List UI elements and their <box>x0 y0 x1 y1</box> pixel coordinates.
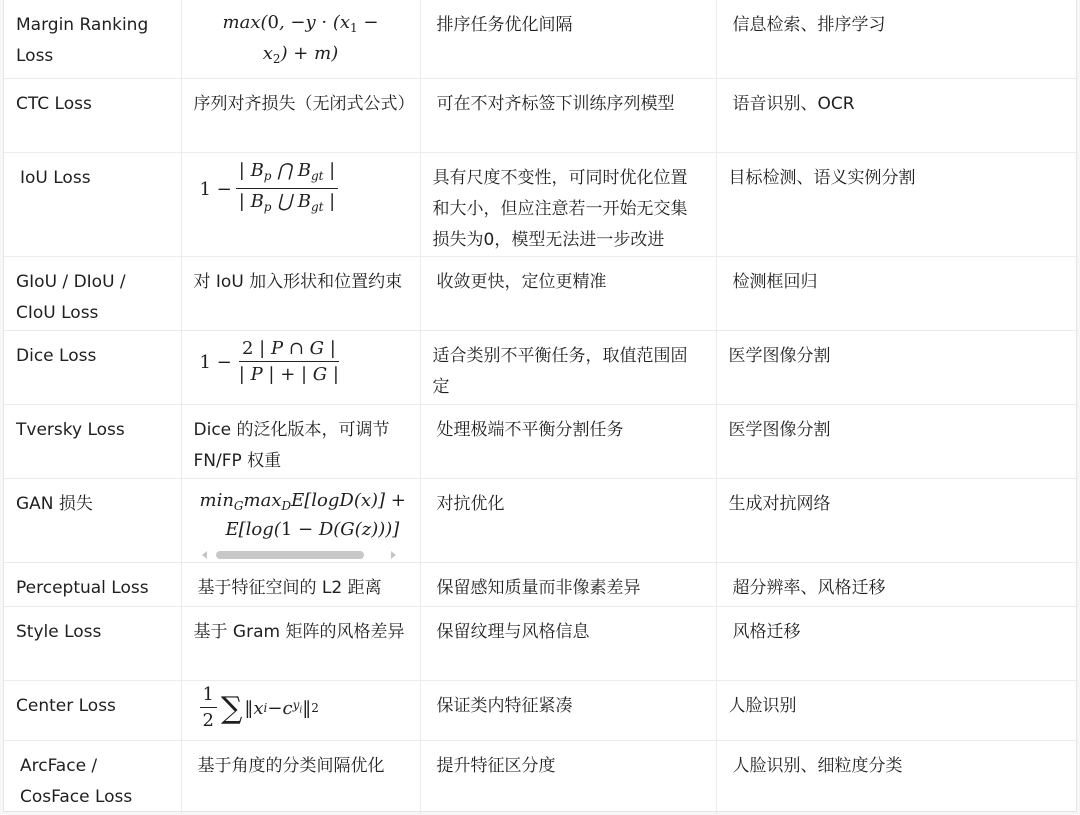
loss-name-cell: Margin Ranking Loss <box>4 0 181 78</box>
application-cell: 医学图像分割 <box>716 330 1078 404</box>
loss-name-cell: Style Loss <box>4 606 181 680</box>
loss-name-cell: GAN 损失 <box>4 478 181 562</box>
formula-cell <box>181 330 420 404</box>
formula-cell <box>181 0 420 78</box>
application-cell: 超分辨率、风格迁移 <box>716 562 1078 606</box>
scroll-right-arrow-icon[interactable] <box>391 551 396 559</box>
application-cell: 人脸识别、细粒度分类 <box>732 755 903 776</box>
description-cell: 可在不对齐标签下训练序列模型 <box>420 78 716 152</box>
loss-name-cell: Center Loss <box>4 680 181 740</box>
loss-name-cell: Dice Loss <box>4 330 181 404</box>
description-cell: 保留纹理与风格信息 <box>420 606 716 680</box>
formula-cell <box>181 152 420 256</box>
formula-cell: 基于 Gram 矩阵的风格差异 <box>181 606 420 680</box>
table-row <box>4 78 1078 152</box>
application-cell: 人脸识别 <box>716 680 1078 740</box>
table-row <box>4 606 1078 680</box>
formula-math: $\frac{1}{2}$ ∑ ‖ x i − c $y_i$ ‖ 2 <box>194 683 408 734</box>
table-row <box>4 0 1078 78</box>
formula-cell: 对 IoU 加入形状和位置约束 <box>181 256 420 330</box>
loss-name-cell: GIoU / DIoU / CIoU Loss <box>4 256 181 330</box>
formula-cell <box>181 680 420 740</box>
formula-cell: 序列对齐损失（无闭式公式） <box>181 78 420 152</box>
formula-math: 1 − $\frac{2 | P \cap G |}{| P | + | G |}$ <box>199 337 339 385</box>
description-cell: 保留感知质量而非像素差异 <box>420 562 716 606</box>
description-cell: 保证类内特征紧凑 <box>420 680 716 740</box>
table-row <box>4 478 1078 562</box>
loss-name-cell: CTC Loss <box>4 78 181 152</box>
application-cell: 风格迁移 <box>716 606 1078 680</box>
description-cell: 收敛更快，定位更精准 <box>420 256 716 330</box>
application-cell: 目标检测、语义实例分割 <box>716 152 1078 256</box>
table-row <box>4 680 1078 740</box>
table-row <box>4 256 1078 330</box>
description-cell: 对抗优化 <box>420 478 716 562</box>
description-cell: 提升特征区分度 <box>420 740 716 814</box>
formula-math[interactable]: $\min_G\max_DE[\log D(x)]$ + E[log(1 − D(G(z)))] <box>199 489 406 540</box>
description-cell: 排序任务优化间隔 <box>420 0 716 78</box>
table-row <box>4 404 1078 478</box>
loss-name-cell: ArcFace / CosFace Loss <box>4 740 181 814</box>
loss-function-table <box>4 0 1078 814</box>
scrollbar-thumb[interactable] <box>216 551 364 559</box>
table-row <box>4 740 1078 814</box>
table-row <box>4 562 1078 606</box>
scroll-left-arrow-icon[interactable] <box>202 551 207 559</box>
horizontal-scrollbar[interactable] <box>194 548 408 562</box>
formula-math: 1 − $\frac{| B_p ⋂ B_{gt} |}{| B_p ⋃ B_{gt} |}$ <box>194 159 408 220</box>
formula-cell: 基于特征空间的 L2 距离 <box>181 562 420 606</box>
application-cell: 医学图像分割 <box>716 404 1078 478</box>
loss-name-cell: IoU Loss <box>4 152 181 256</box>
application-cell: 语音识别、OCR <box>716 78 1078 152</box>
application-cell: 信息检索、排序学习 <box>716 0 1078 78</box>
formula-cell <box>181 478 420 562</box>
loss-name-cell: Perceptual Loss <box>4 562 181 606</box>
description-cell: 适合类别不平衡任务，取值范围固定 <box>420 330 716 404</box>
loss-table-container <box>3 0 1077 812</box>
table-row <box>4 330 1078 404</box>
description-cell: 处理极端不平衡分割任务 <box>420 404 716 478</box>
formula-math: max(0, $-y \cdot (x_1$ − $x_2) + m$) <box>222 12 379 66</box>
loss-name-cell: Tversky Loss <box>4 404 181 478</box>
formula-cell: 基于角度的分类间隔优化 <box>181 740 420 814</box>
table-row <box>4 152 1078 256</box>
description-cell: 具有尺度不变性，可同时优化位置和大小，但应注意若一开始无交集损失为0，模型无法进一步改进 <box>420 152 716 256</box>
application-cell: 检测框回归 <box>716 256 1078 330</box>
application-cell: 生成对抗网络 <box>716 478 1078 562</box>
formula-cell: Dice 的泛化版本，可调节 FN/FP 权重 <box>181 404 420 478</box>
